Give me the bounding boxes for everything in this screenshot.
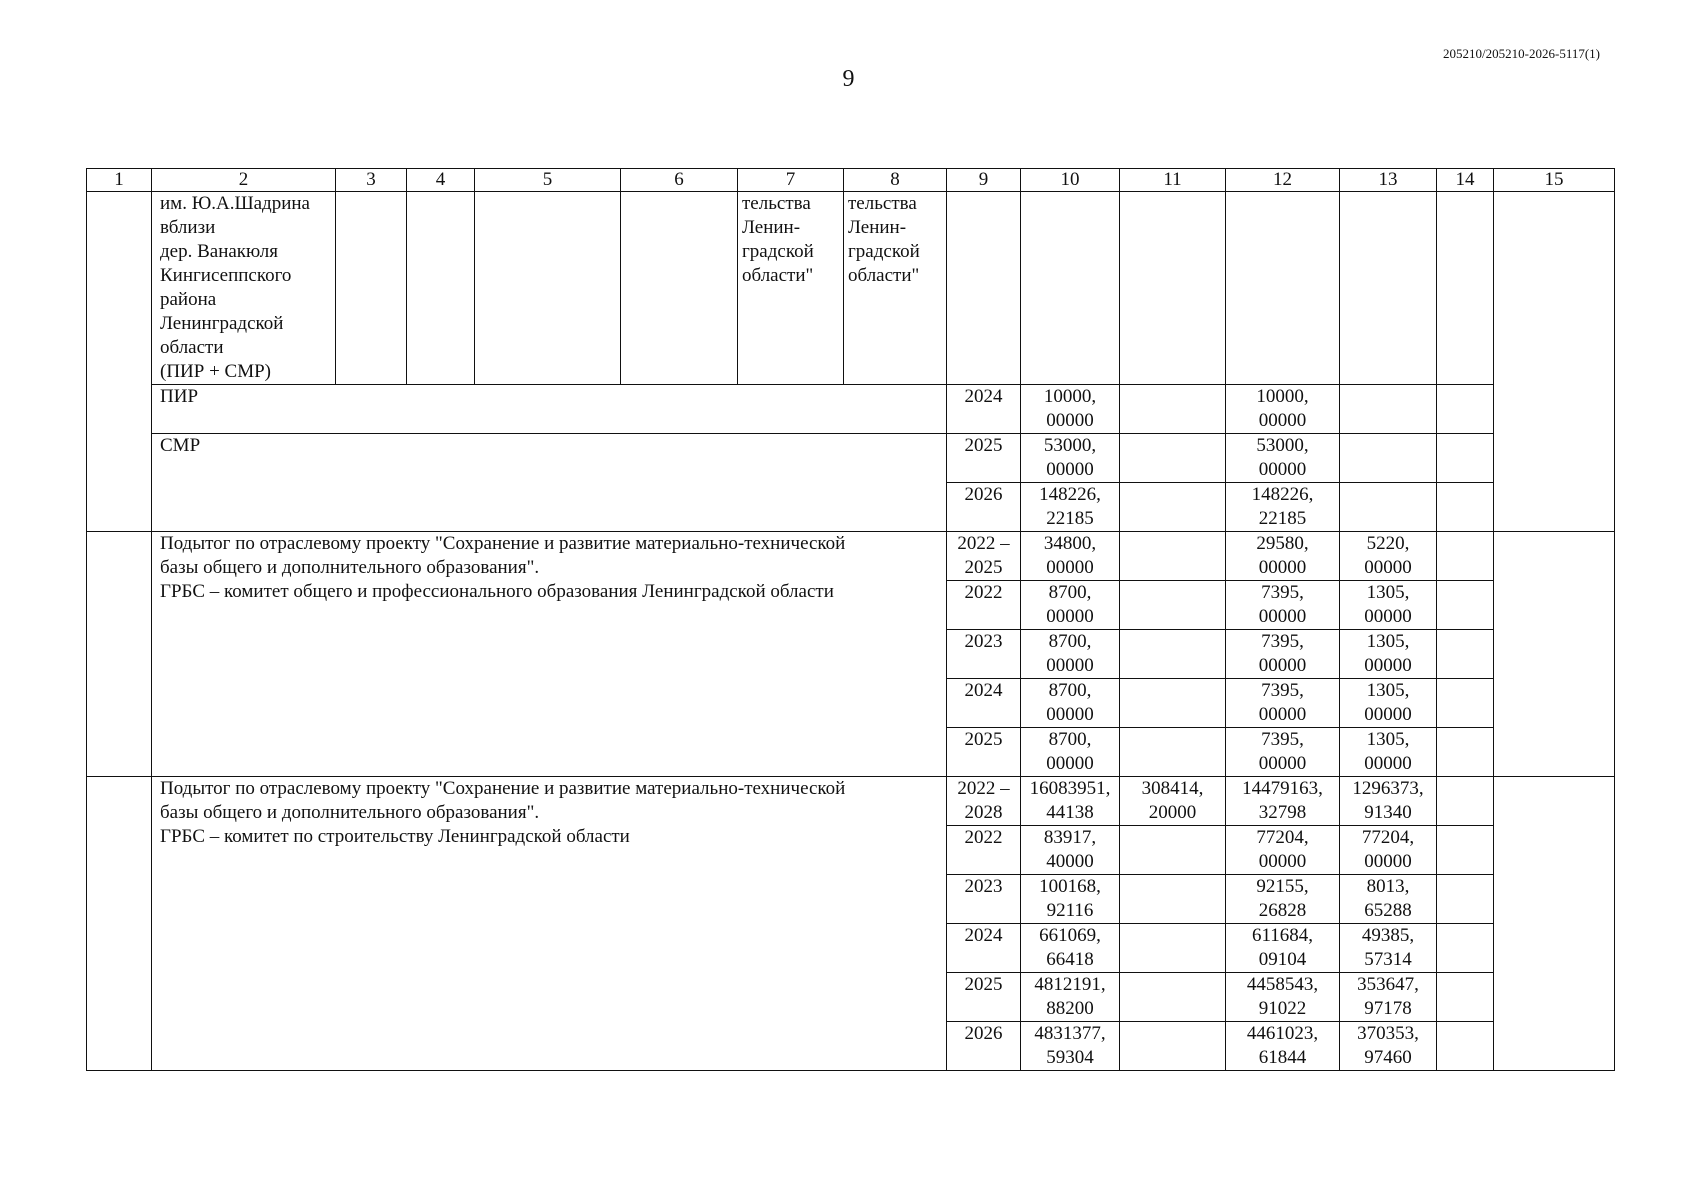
amount-col12: 77204, 00000 (1226, 826, 1340, 875)
amount-col12: 7395, 00000 (1226, 630, 1340, 679)
cell-13 (1340, 192, 1437, 385)
pir-row (87, 385, 1615, 434)
column-number: 12 (1226, 169, 1340, 192)
amount-col13: 353647, 97178 (1340, 973, 1437, 1022)
column-number: 2 (152, 169, 336, 192)
amount-col12: 7395, 00000 (1226, 679, 1340, 728)
year-cell: 2025 (947, 434, 1021, 483)
cell-10 (1021, 192, 1120, 385)
amount-col14 (1437, 1022, 1494, 1071)
amount-col14 (1437, 777, 1494, 826)
column-number-row (87, 169, 1615, 192)
row-number-cell (87, 532, 152, 777)
amount-col13: 1305, 00000 (1340, 679, 1437, 728)
amount-col12: 10000, 00000 (1226, 385, 1340, 434)
column-number: 5 (475, 169, 621, 192)
year-cell: 2025 (947, 728, 1021, 777)
smr-label: СМР (152, 434, 947, 532)
cell-15 (1494, 532, 1615, 777)
amount-col12: 4458543, 91022 (1226, 973, 1340, 1022)
year-cell: 2022 (947, 826, 1021, 875)
cell-14 (1437, 192, 1494, 385)
amount-col11 (1120, 385, 1226, 434)
budget-table (86, 168, 1615, 1071)
amount-col13: 1305, 00000 (1340, 728, 1437, 777)
column-number: 11 (1120, 169, 1226, 192)
amount-col14 (1437, 679, 1494, 728)
amount-col10: 8700, 00000 (1021, 679, 1120, 728)
page-number: 9 (842, 66, 855, 92)
year-cell: 2022 (947, 581, 1021, 630)
amount-col10: 8700, 00000 (1021, 581, 1120, 630)
amount-col13: 1305, 00000 (1340, 630, 1437, 679)
amount-col13: 77204, 00000 (1340, 826, 1437, 875)
row-number-cell (87, 777, 152, 1071)
amount-col12: 7395, 00000 (1226, 581, 1340, 630)
amount-col11 (1120, 924, 1226, 973)
amount-col11 (1120, 1022, 1226, 1071)
amount-col11 (1120, 532, 1226, 581)
amount-col14 (1437, 875, 1494, 924)
amount-col12: 148226, 22185 (1226, 483, 1340, 532)
column-number: 13 (1340, 169, 1437, 192)
amount-col14 (1437, 924, 1494, 973)
subtotal-row (87, 777, 1615, 826)
amount-col10: 53000, 00000 (1021, 434, 1120, 483)
amount-col11: 308414, 20000 (1120, 777, 1226, 826)
amount-col13 (1340, 434, 1437, 483)
amount-col11 (1120, 581, 1226, 630)
amount-col11 (1120, 875, 1226, 924)
amount-col10: 148226, 22185 (1021, 483, 1120, 532)
year-cell: 2022 – 2025 (947, 532, 1021, 581)
amount-col14 (1437, 532, 1494, 581)
amount-col10: 4812191, 88200 (1021, 973, 1120, 1022)
amount-col10: 16083951, 44138 (1021, 777, 1120, 826)
amount-col11 (1120, 630, 1226, 679)
year-cell: 2024 (947, 924, 1021, 973)
amount-col13 (1340, 385, 1437, 434)
year-cell: 2022 – 2028 (947, 777, 1021, 826)
amount-col12: 92155, 26828 (1226, 875, 1340, 924)
cell-12 (1226, 192, 1340, 385)
amount-col11 (1120, 826, 1226, 875)
year-cell: 2026 (947, 483, 1021, 532)
amount-col13: 1305, 00000 (1340, 581, 1437, 630)
amount-col14 (1437, 973, 1494, 1022)
amount-col11 (1120, 973, 1226, 1022)
amount-col13: 8013, 65288 (1340, 875, 1437, 924)
amount-col10: 34800, 00000 (1021, 532, 1120, 581)
year-cell: 2026 (947, 1022, 1021, 1071)
amount-col10: 8700, 00000 (1021, 728, 1120, 777)
column-number: 3 (336, 169, 407, 192)
amount-col13: 370353, 97460 (1340, 1022, 1437, 1071)
year-cell: 2024 (947, 385, 1021, 434)
amount-col13 (1340, 483, 1437, 532)
amount-col14 (1437, 581, 1494, 630)
amount-col10: 661069, 66418 (1021, 924, 1120, 973)
column-number: 14 (1437, 169, 1494, 192)
object-col8-text: тельства Ленин- градской области" (844, 192, 947, 385)
amount-col13: 1296373, 91340 (1340, 777, 1437, 826)
amount-col10: 83917, 40000 (1021, 826, 1120, 875)
column-number: 7 (738, 169, 844, 192)
amount-col12: 7395, 00000 (1226, 728, 1340, 777)
subtotal-label: Подытог по отраслевому проекту "Сохранение и развитие материально-технической базы общего и дополнительного образования". ГРБС – комитет по строительству Ленинградской области (152, 777, 947, 1071)
year-cell: 2023 (947, 630, 1021, 679)
amount-col14 (1437, 630, 1494, 679)
year-cell: 2025 (947, 973, 1021, 1022)
amount-col14 (1437, 385, 1494, 434)
year-cell: 2024 (947, 679, 1021, 728)
amount-col14 (1437, 434, 1494, 483)
amount-col14 (1437, 483, 1494, 532)
year-cell: 2023 (947, 875, 1021, 924)
amount-col12: 29580, 00000 (1226, 532, 1340, 581)
amount-col14 (1437, 826, 1494, 875)
column-number: 10 (1021, 169, 1120, 192)
amount-col10: 4831377, 59304 (1021, 1022, 1120, 1071)
amount-col10: 100168, 92116 (1021, 875, 1120, 924)
amount-col11 (1120, 483, 1226, 532)
amount-col11 (1120, 434, 1226, 483)
amount-col13: 49385, 57314 (1340, 924, 1437, 973)
column-number: 8 (844, 169, 947, 192)
amount-col13: 5220, 00000 (1340, 532, 1437, 581)
amount-col12: 14479163, 32798 (1226, 777, 1340, 826)
object-row (87, 192, 1615, 385)
pir-label: ПИР (152, 385, 947, 434)
amount-col10: 10000, 00000 (1021, 385, 1120, 434)
cell-3 (336, 192, 407, 385)
amount-col10: 8700, 00000 (1021, 630, 1120, 679)
document-id: 205210/205210-2026-5117(1) (1443, 46, 1600, 61)
amount-col11 (1120, 679, 1226, 728)
object-name: им. Ю.А.Шадрина вблизи дер. Ванакюля Кингисеппского района Ленинградской области (ПИР + СМР) (152, 192, 336, 385)
column-number: 15 (1494, 169, 1615, 192)
column-number: 9 (947, 169, 1021, 192)
amount-col12: 53000, 00000 (1226, 434, 1340, 483)
cell-15 (1494, 192, 1615, 532)
amount-col12: 4461023, 61844 (1226, 1022, 1340, 1071)
cell-6 (621, 192, 738, 385)
cell-11 (1120, 192, 1226, 385)
amount-col14 (1437, 728, 1494, 777)
smr-row (87, 434, 1615, 483)
amount-col12: 611684, 09104 (1226, 924, 1340, 973)
subtotal-label: Подытог по отраслевому проекту "Сохранение и развитие материально-технической базы общего и дополнительного образования". ГРБС – комитет общего и профессионального образования Ленинградской области (152, 532, 947, 777)
object-col7-text: тельства Ленин- градской области" (738, 192, 844, 385)
cell-5 (475, 192, 621, 385)
row-number-cell (87, 192, 152, 532)
cell-9 (947, 192, 1021, 385)
cell-4 (407, 192, 475, 385)
amount-col11 (1120, 728, 1226, 777)
column-number: 1 (87, 169, 152, 192)
subtotal-row (87, 532, 1615, 581)
cell-15 (1494, 777, 1615, 1071)
column-number: 4 (407, 169, 475, 192)
column-number: 6 (621, 169, 738, 192)
